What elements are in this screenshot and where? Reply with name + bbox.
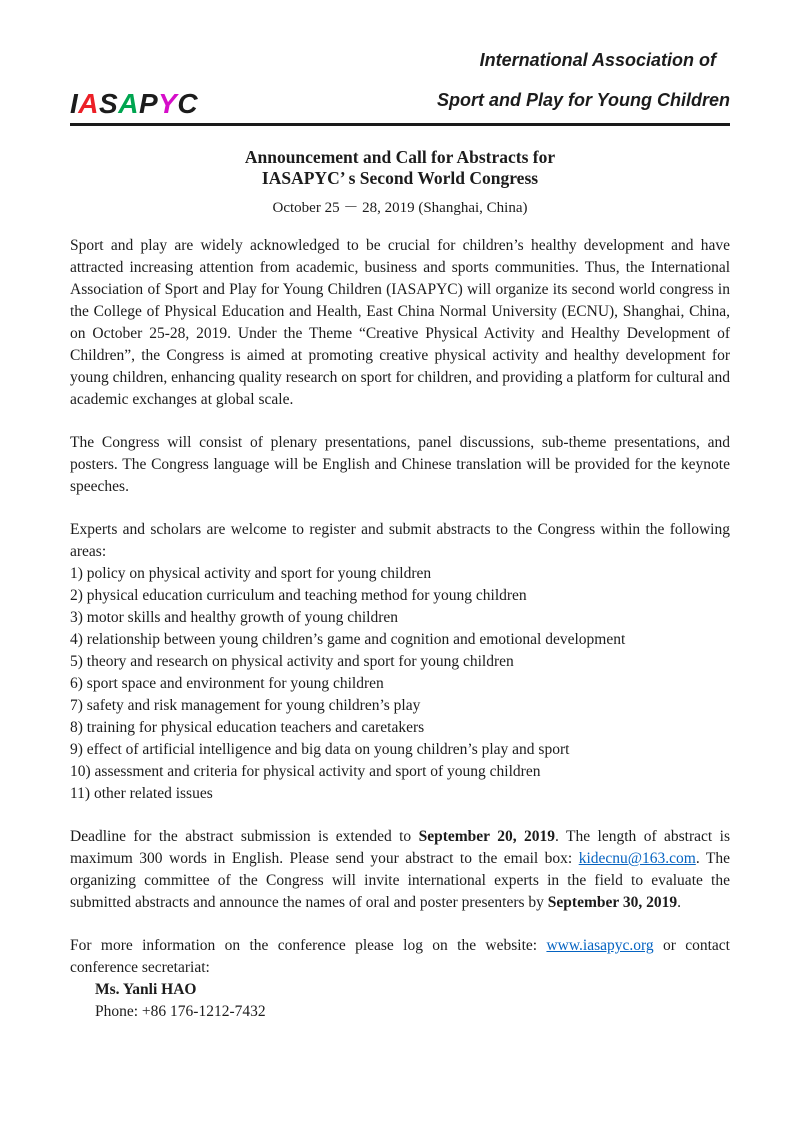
deadline-paragraph bbox=[70, 826, 730, 914]
event-date: October 25 － 28, 2019 (Shanghai, China) bbox=[272, 200, 528, 216]
topic-item: 3) motor skills and healthy growth of young children bbox=[70, 609, 399, 626]
topic-item: 5) theory and research on physical activity and sport for young children bbox=[70, 653, 514, 670]
congress-paragraph: The Congress will consist of plenary presentations, panel discussions, sub-theme presentations, and posters. The Congress language will be English and Chinese translation will be provided for the keynote speeches. bbox=[70, 434, 730, 495]
title-block bbox=[70, 147, 730, 218]
logo-letter: S bbox=[99, 88, 119, 119]
contact-block bbox=[70, 979, 730, 1023]
more-info-text: or contact conference secretariat: bbox=[70, 937, 730, 976]
topic-item: 1) policy on physical activity and sport for young children bbox=[70, 565, 432, 582]
topic-item: 11) other related issues bbox=[70, 785, 213, 802]
topic-item: 10) assessment and criteria for physical activity and sport of young children bbox=[70, 763, 541, 780]
doc-title-line1: Announcement and Call for Abstracts for bbox=[244, 147, 556, 167]
contact-phone: Phone: +86 176-1212-7432 bbox=[95, 1003, 266, 1020]
org-name-line2: Sport and Play for Young Children bbox=[436, 90, 730, 110]
email-link[interactable]: kidecnu@163.com bbox=[578, 850, 696, 867]
logo-letter: A bbox=[78, 88, 100, 119]
doc-title-line2: IASAPYC’ s Second World Congress bbox=[261, 168, 539, 188]
org-name-line1: International Association of bbox=[479, 50, 716, 70]
intro-paragraph: Sport and play are widely acknowledged to be crucial for children’s healthy development and have attracted increasing attention from academic, business and sports communities. Thus, the International Association of Sport and Play for Young Children (IASAPYC) will organize its second world congress in the College of Physical Education and Health, East China Normal University (ECNU), Shanghai, China, on October 25-28, 2019. Under the Theme “Creative Physical Activity and Healthy Development of Children”, the Congress is aimed at promoting creative physical activity and healthy development for young children, enhancing quality research on sport for children, and providing a platform for cultural and academic exchanges at global scale. bbox=[70, 237, 730, 408]
deadline-text: . The organizing committee of the Congress will invite international experts in the field to evaluate the submitted abstracts and announce the names of oral and poster presenters by bbox=[70, 850, 730, 911]
logo-letter: Y bbox=[158, 88, 178, 119]
topic-item: 4) relationship between young children’s game and cognition and emotional development bbox=[70, 631, 626, 648]
deadline-text: . bbox=[677, 894, 681, 911]
topics-list bbox=[70, 563, 730, 805]
contact-name: Ms. Yanli HAO bbox=[95, 981, 197, 998]
topic-item: 9) effect of artificial intelligence and big data on young children’s play and sport bbox=[70, 741, 570, 758]
topic-item: 6) sport space and environment for young children bbox=[70, 675, 384, 692]
logo-letter: P bbox=[138, 88, 159, 119]
website-link[interactable]: www.iasapyc.org bbox=[546, 937, 654, 954]
deadline-text: Deadline for the abstract submission is extended to bbox=[70, 828, 419, 845]
logo-letter: C bbox=[177, 88, 199, 119]
doc-title bbox=[70, 147, 730, 189]
org-name bbox=[437, 40, 730, 120]
topic-item: 7) safety and risk management for young children’s play bbox=[70, 697, 421, 714]
letterhead bbox=[70, 40, 730, 126]
deadline-text: . The length of abstract is maximum 300 words in English. Please send your abstract to the email box: bbox=[70, 828, 730, 867]
logo-letter: A bbox=[118, 88, 139, 119]
more-info-paragraph bbox=[70, 935, 730, 979]
experts-paragraph: Experts and scholars are welcome to register and submit abstracts to the Congress within the following areas: bbox=[70, 521, 730, 560]
topic-item: 8) training for physical education teachers and caretakers bbox=[70, 719, 425, 736]
announce-date: September 30, 2019 bbox=[547, 894, 678, 911]
iasapyc-logo bbox=[70, 90, 198, 120]
more-info-text: For more information on the conference please log on the website: bbox=[70, 937, 547, 954]
deadline-date: September 20, 2019 bbox=[418, 828, 555, 845]
logo-letter: I bbox=[70, 88, 79, 119]
topic-item: 2) physical education curriculum and teaching method for young children bbox=[70, 587, 527, 604]
